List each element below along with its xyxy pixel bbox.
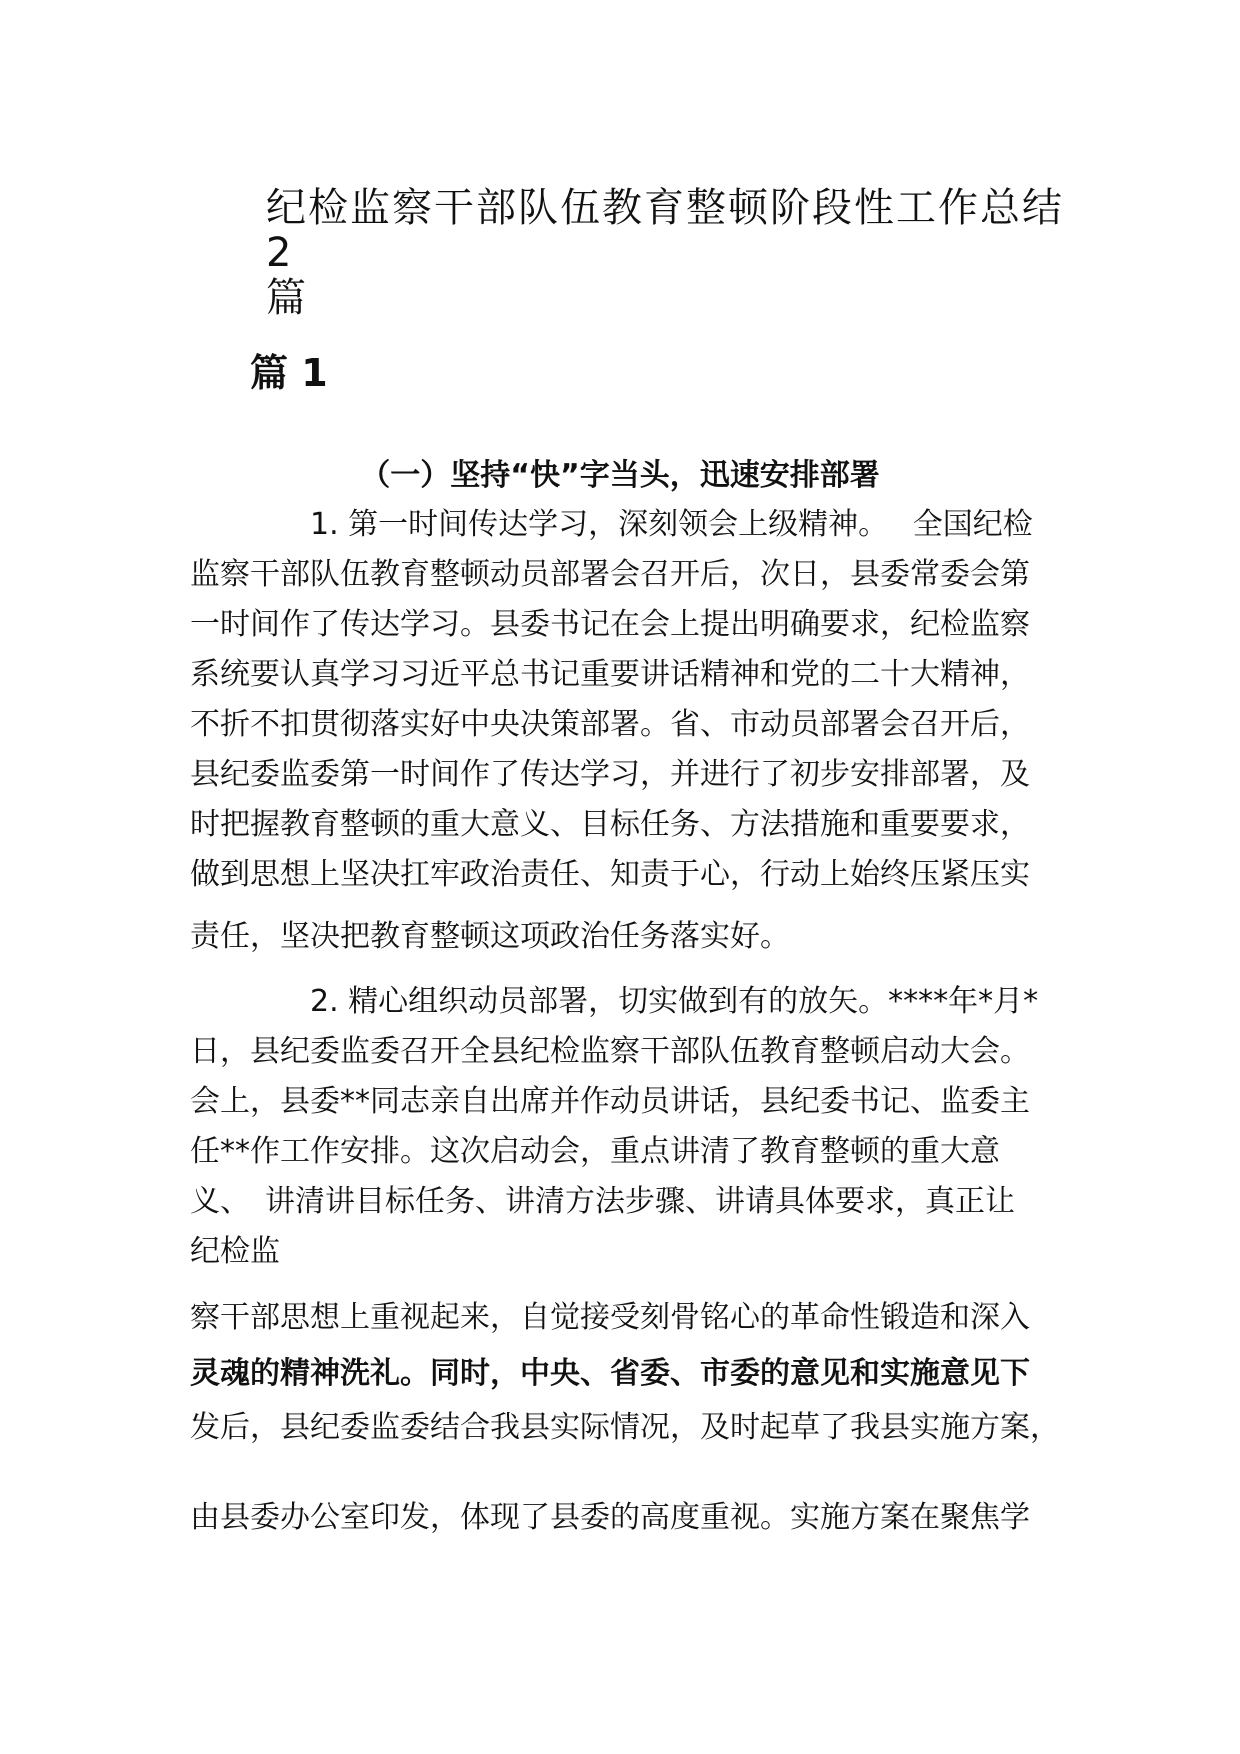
body-line: 1. 第一时间传达学习，深刻领会上级精神。 全国纪检 bbox=[190, 507, 1033, 542]
body-line: 由县委办公室印发，体现了县委的高度重视。实施方案在聚焦学 bbox=[190, 1500, 1030, 1535]
body-line: 一时间作了传达学习。县委书记在会上提出明确要求，纪检监察 bbox=[190, 607, 1030, 642]
title-line-1: 纪检监察干部队伍教育整顿阶段性工作总结 2 bbox=[266, 185, 1064, 276]
body-line: 系统要认真学习习近平总书记重要讲话精神和党的二十大精神， bbox=[190, 657, 1030, 692]
section-label: 篇 1 bbox=[250, 351, 328, 395]
body-line: 会上，县委**同志亲自出席并作动员讲话，县纪委书记、监委主 bbox=[190, 1084, 1030, 1119]
body-line: 任**作工作安排。这次启动会，重点讲清了教育整顿的重大意 bbox=[190, 1134, 1000, 1169]
body-line: 监察干部队伍教育整顿动员部署会召开后，次日，县委常委会第 bbox=[190, 557, 1030, 592]
body-line: 时把握教育整顿的重大意义、目标任务、方法措施和重要要求， bbox=[190, 807, 1030, 842]
body-line: 做到思想上坚决扛牢政治责任、知责于心，行动上始终压紧压实 bbox=[190, 857, 1030, 892]
body-line: 不折不扣贯彻落实好中央决策部署。省、市动员部署会召开后， bbox=[190, 707, 1030, 742]
body-line: 纪检监 bbox=[190, 1234, 280, 1269]
body-line: 察干部思想上重视起来，自觉接受刻骨铭心的革命性锻造和深入 bbox=[190, 1300, 1030, 1335]
body-line: 义、 讲清讲目标任务、讲清方法步骤、讲请具体要求，真正让 bbox=[190, 1184, 1015, 1219]
title-line-2: 篇 bbox=[266, 275, 308, 321]
subheading: （一）坚持“快”字当头，迅速安排部署 bbox=[360, 458, 880, 493]
body-line: 发后，县纪委监委结合我县实际情况，及时起草了我县实施方案， bbox=[190, 1410, 1060, 1445]
body-line: 日，县纪委监委召开全县纪检监察干部队伍教育整顿启动大会。 bbox=[190, 1034, 1030, 1069]
document-title bbox=[266, 186, 1066, 321]
body-line-bold: 灵魂的精神洗礼。同时，中央、省委、市委的意见和实施意见下 bbox=[190, 1356, 1030, 1391]
body-line: 2. 精心组织动员部署，切实做到有的放矢。****年*月* bbox=[190, 984, 1039, 1019]
body-line: 责任，坚决把教育整顿这项政治任务落实好。 bbox=[190, 919, 790, 954]
body-line: 县纪委监委第一时间作了传达学习，并进行了初步安排部署，及 bbox=[190, 757, 1030, 792]
